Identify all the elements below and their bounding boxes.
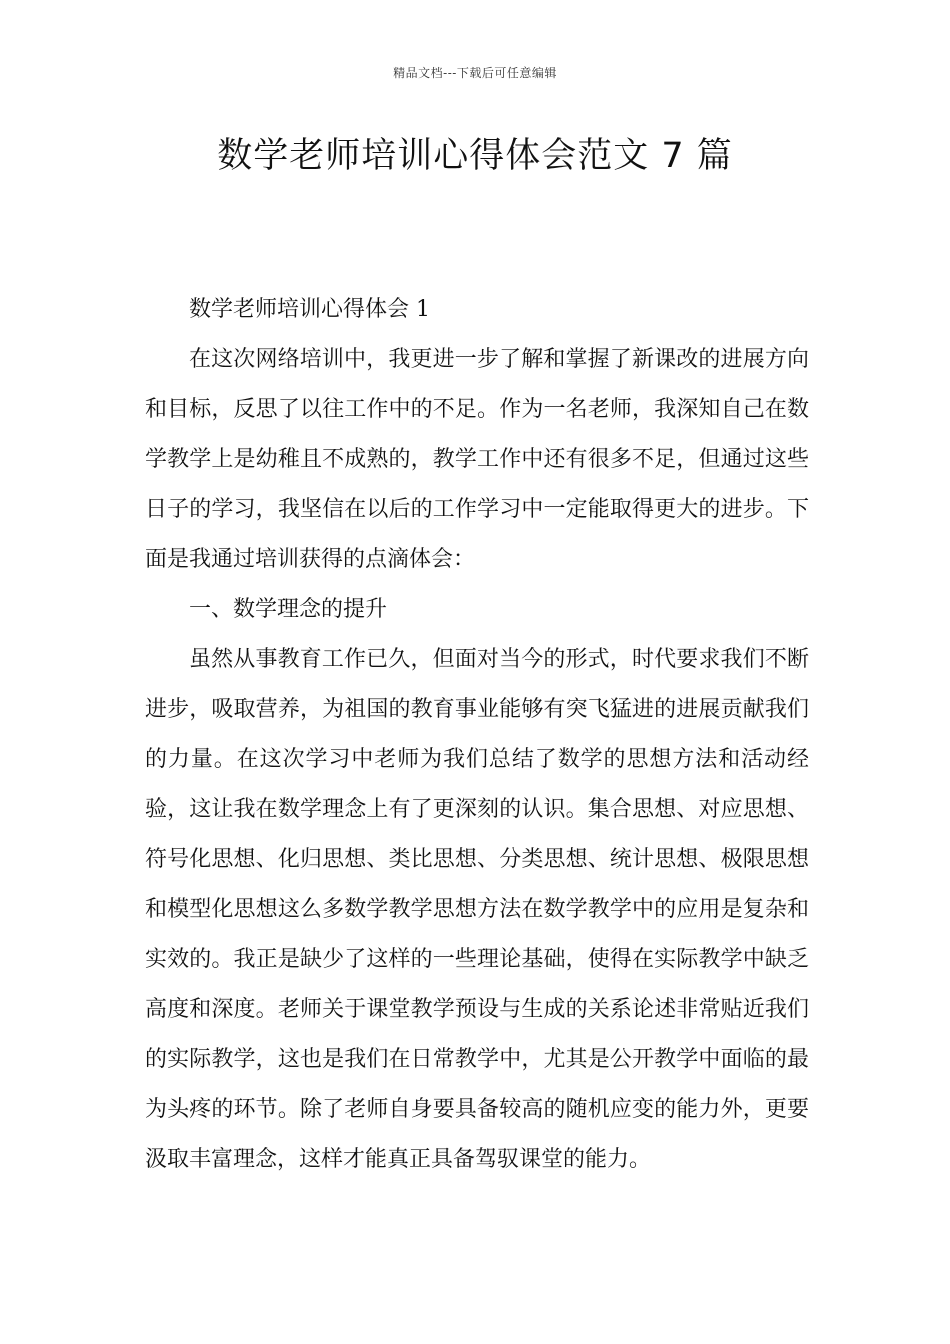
section-heading: 数学老师培训心得体会 1 [189, 297, 430, 322]
document-body [145, 285, 809, 1185]
header-note: 精品文档---下载后可任意编辑 [393, 66, 557, 80]
body-paragraph: 虽然从事教育工作已久，但面对当今的形式，时代要求我们不断进步，吸取营养，为祖国的教育事业能够有突飞猛进的进展贡献我们的力量。在这次学习中老师为我们总结了数学的思想方法和活动经验，这让我在数学理念上有了更深刻的认识。集合思想、对应思想、符号化思想、化归思想、类比思想、分类思想、统计思想、极限思想和模型化思想这么多数学教学思想方法在数学教学中的应用是复杂和实效的。我正是缺少了这样的一些理论基础，使得在实际教学中缺乏高度和深度。老师关于课堂教学预设与生成的关系论述非常贴近我们的实际教学，这也是我们在日常教学中，尤其是公开教学中面临的最为头疼的环节。除了老师自身要具备较高的随机应变的能力外，更要汲取丰富理念，这样才能真正具备驾驭课堂的能力。 [145, 647, 809, 1172]
body-paragraph: 在这次网络培训中，我更进一步了解和掌握了新课改的进展方向和目标，反思了以往工作中的不足。作为一名老师，我深知自己在数学教学上是幼稚且不成熟的，教学工作中还有很多不足，但通过这些日子的学习，我坚信在以后的工作学习中一定能取得更大的进步。下面是我通过培训获得的点滴体会： [145, 347, 809, 572]
subsection-heading: 一、数学理念的提升 [189, 597, 388, 622]
page-title: 数学老师培训心得体会范文 7 篇 [217, 136, 733, 176]
